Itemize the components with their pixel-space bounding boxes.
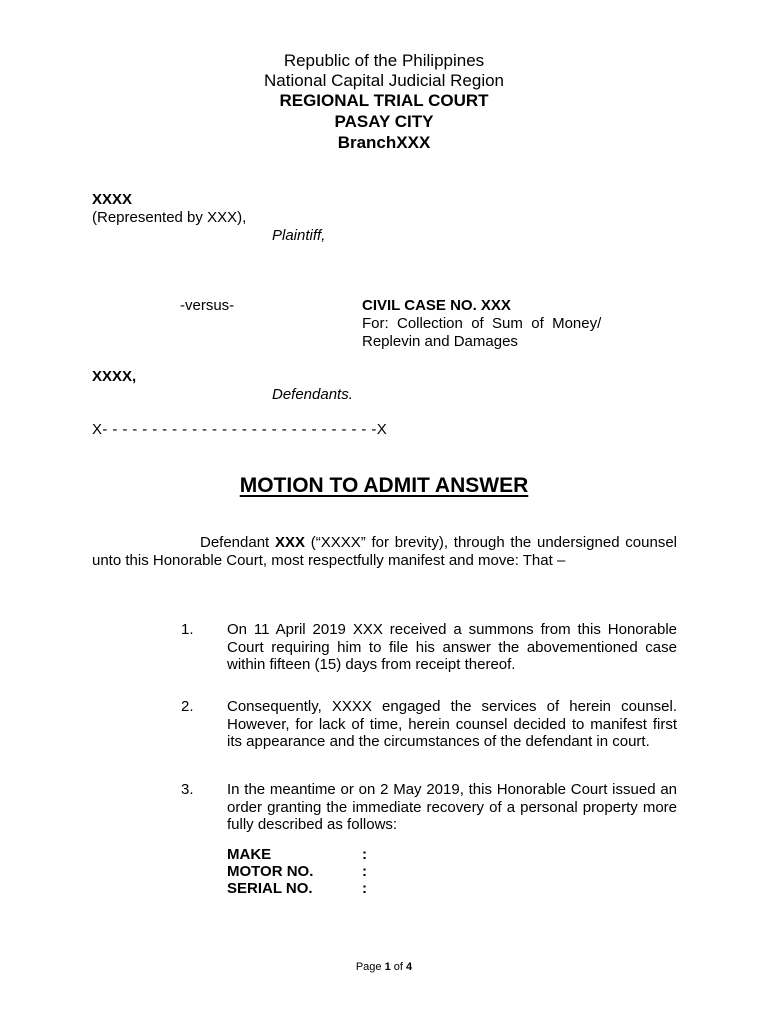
header-court: REGIONAL TRIAL COURT xyxy=(279,91,489,110)
defendant-name: XXXX, xyxy=(92,368,137,385)
spec-label-motor: MOTOR NO. xyxy=(227,863,314,880)
case-subject-line1: For: Collection of Sum of Money/ xyxy=(362,315,602,332)
intro-prefix: Defendant xyxy=(200,534,275,551)
header-city: PASAY CITY xyxy=(334,112,434,131)
page-footer xyxy=(0,961,768,973)
intro-defendant-name: XXX xyxy=(274,534,305,551)
caption-separator: X- - - - - - - - - - - - - - - - - - - - - - - - - - - -X xyxy=(92,421,388,438)
case-number: CIVIL CASE NO. XXX xyxy=(362,297,511,314)
page-of-word: of xyxy=(390,961,407,973)
case-subject-line2: Replevin and Damages xyxy=(362,333,518,350)
header-branch: BranchXXX xyxy=(337,133,431,152)
plaintiff-role: Plaintiff, xyxy=(272,227,326,244)
spec-colon: : xyxy=(362,880,367,897)
item-text: In the meantime or on 2 May 2019, this Honorable Court issued an order granting the immediate recovery of a personal property more fully described as follows: xyxy=(227,781,677,833)
page-word: Page xyxy=(355,961,385,973)
intro-paragraph xyxy=(92,534,677,570)
spec-colon: : xyxy=(362,863,367,880)
header-republic: Republic of the Philippines xyxy=(283,51,485,70)
plaintiff-representative: (Represented by XXX), xyxy=(92,209,247,226)
page-current: 1 xyxy=(384,961,391,973)
intro-rest: (“XXXX” for brevity), through the undersigned counsel unto this Honorable Court, most respectfully manifest and move: That – xyxy=(92,534,677,569)
defendant-role: Defendants. xyxy=(272,386,353,403)
spec-label-make: MAKE xyxy=(227,846,272,863)
item-number: 2. xyxy=(181,698,194,715)
plaintiff-name: XXXX xyxy=(92,191,133,208)
spec-colon: : xyxy=(362,846,367,863)
versus-label: -versus- xyxy=(180,297,235,314)
item-text: Consequently, XXXX engaged the services of herein counsel. However, for lack of time, herein counsel decided to manifest first its appearance and the circumstances of the defendant in court. xyxy=(227,698,677,750)
document-title: MOTION TO ADMIT ANSWER xyxy=(239,474,529,497)
page-total: 4 xyxy=(406,961,413,973)
item-text: On 11 April 2019 XXX received a summons from this Honorable Court requiring him to file his answer the abovementioned case within fifteen (15) days from receipt thereof. xyxy=(227,621,677,673)
item-number: 1. xyxy=(181,621,194,638)
item-number: 3. xyxy=(181,781,194,798)
spec-label-serial: SERIAL NO. xyxy=(227,880,313,897)
header-region: National Capital Judicial Region xyxy=(263,71,505,90)
